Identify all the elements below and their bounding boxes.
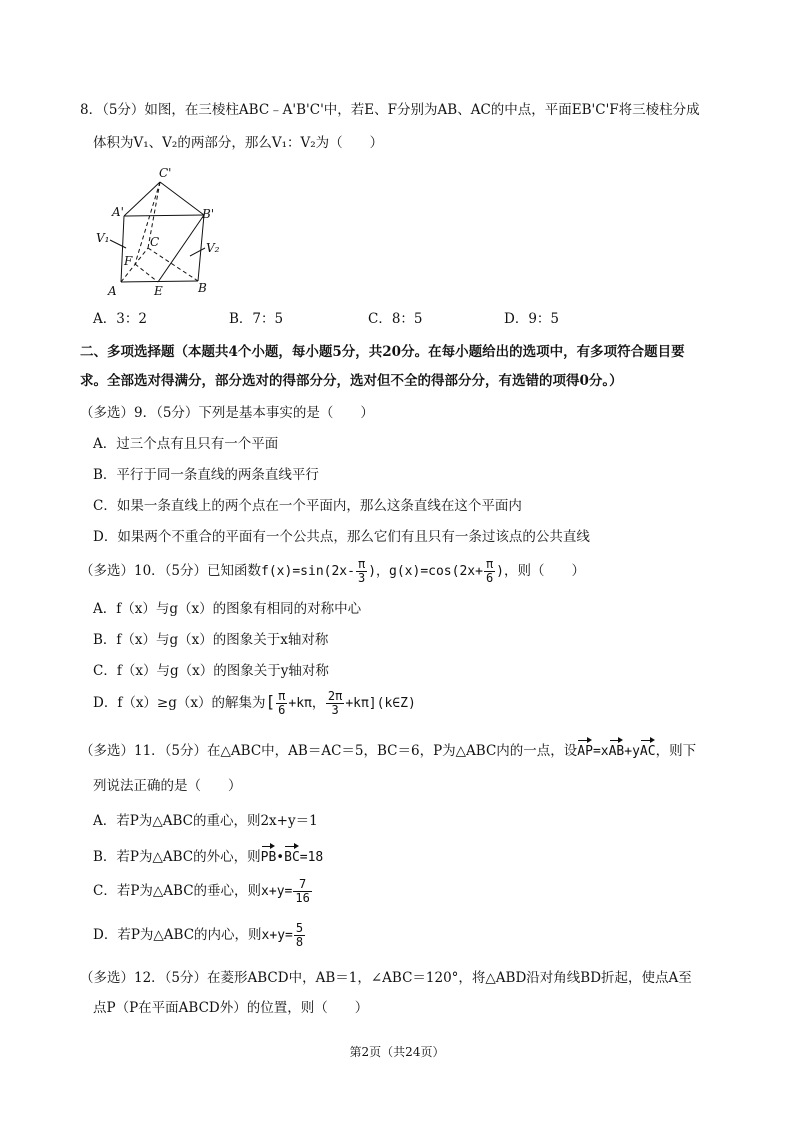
q11-stem: [80, 738, 696, 762]
q10-g-num: π: [485, 557, 494, 571]
q11-dot: •: [276, 850, 285, 865]
q11-plus-y: +y: [624, 744, 640, 759]
q10-optd-mid2: +kπ](k∈Z): [345, 696, 416, 711]
q11-stem-suffix: ，则下: [655, 743, 697, 759]
q9-stem: （多选）9．（5分）下列是基本事实的是（ ）: [80, 405, 374, 421]
label-b-top: B': [202, 207, 215, 221]
q9-option-d: D．如果两个不重合的平面有一个公共点，那么它们有且只有一条过该点的公共直线: [93, 529, 590, 545]
q10-f-def: f(x)=sin(2x-: [261, 564, 355, 579]
q10-optd-prefix: D．f（x）≥g（x）的解集为: [93, 695, 266, 711]
edge-f-e: [135, 264, 158, 282]
prism-figure: [88, 160, 238, 300]
q10-optd-frac1-den: 6: [278, 703, 286, 717]
q10-g-def: g(x)=cos(2x+: [389, 564, 483, 579]
q10-g-frac: [484, 558, 495, 585]
edge-c-b: [148, 248, 198, 281]
q11-optc-den: 16: [295, 891, 310, 905]
q11-optc-expr: x+y=: [261, 884, 293, 899]
q8-option-c: C．8：5: [368, 311, 423, 327]
label-a: A: [108, 284, 117, 298]
q10-optd-frac2: [326, 690, 344, 717]
q11-vector-ac: AC: [640, 738, 656, 762]
q11-vector-ab: AB: [609, 738, 625, 762]
q10-f-close: )，: [368, 564, 390, 579]
q11-optd-num: 5: [295, 921, 304, 935]
q11-optb-prefix: B．若P为△ABC的外心，则: [93, 849, 261, 865]
q11-optd-frac: [294, 922, 305, 949]
q11-vector-ap: AP: [577, 738, 593, 762]
q10-optd-mid1: +kπ，: [288, 696, 325, 711]
q11-option-d: [93, 922, 306, 956]
q8-stem-line1: 8．（5分）如图，在三棱柱ABC﹣A'B'C'中，若E、F分别为AB、AC的中点，平面EB'C'F将三棱柱分成: [80, 102, 700, 118]
page-footer: 第2页（共24页）: [349, 1045, 445, 1059]
q11-option-c: [93, 878, 313, 912]
q10-optd-frac2-den: 3: [331, 703, 339, 717]
label-b: B: [198, 281, 207, 295]
q11-option-a: A．若P为△ABC的重心，则2x+y＝1: [93, 813, 318, 829]
edge-a1-b1: [124, 215, 204, 216]
q12-stem-line2: 点P（P在平面ABCD外）的位置，则（ ）: [93, 1000, 369, 1016]
q9-option-b: B．平行于同一条直线的两条直线平行: [93, 467, 319, 483]
q10-f-frac: [356, 558, 367, 585]
section2-heading-line2: 求。全部选对得满分，部分选对的得部分分，选对但不全的得部分分，有选错的项得0分。）: [80, 373, 623, 389]
q11-optc-frac: [293, 878, 311, 905]
q11-stem-line2: 列说法正确的是（ ）: [93, 778, 242, 794]
q10-optd-open: [: [265, 692, 276, 711]
pointer-v1: [110, 240, 126, 248]
q10-f-den: 3: [357, 571, 366, 585]
label-v1: V₁: [96, 231, 110, 245]
q11-optd-expr: x+y=: [261, 928, 293, 943]
q9-option-c: C．如果一条直线上的两个点在一个平面内，那么这条直线在这个平面内: [93, 498, 522, 514]
q10-f-num: π: [357, 557, 366, 571]
q8-option-a: A．3：2: [93, 311, 147, 327]
q10-optd-frac1-num: π: [278, 689, 286, 703]
q11-optb-suffix: =18: [299, 850, 324, 865]
label-f: F: [124, 254, 133, 268]
q11-vector-bc: BC: [284, 844, 300, 868]
q11-optc-prefix: C．若P为△ABC的垂心，则: [93, 883, 262, 899]
q10-stem: [80, 558, 585, 590]
edge-a-b: [121, 281, 198, 282]
q11-vector-pb: PB: [261, 844, 277, 868]
edge-b1-b: [198, 215, 204, 281]
edge-b1-e: [158, 215, 204, 282]
label-c-top: C': [159, 166, 172, 180]
label-c: C: [150, 235, 160, 249]
q10-option-a: A．f（x）与g（x）的图象有相同的对称中心: [93, 601, 362, 617]
edge-a1-a: [121, 216, 124, 282]
q10-option-c: C．f（x）与g（x）的图象关于y轴对称: [93, 663, 329, 679]
q10-g-den: 6: [485, 571, 494, 585]
q12-stem-line1: （多选）12．（5分）在菱形ABCD中，AB＝1，∠ABC＝120°，将△ABD沿对角线BD折起，使点A至: [80, 970, 692, 986]
q10-stem-prefix: （多选）10．（5分）已知函数: [80, 563, 262, 579]
q10-optd-frac1: [276, 690, 287, 717]
q11-stem-prefix: （多选）11．（5分）在△ABC中，AB＝AC＝5，BC＝6，P为△ABC内的一点，设: [80, 743, 578, 759]
label-v2: V₂: [206, 241, 220, 255]
section2-heading-line1: 二、多项选择题（本题共4个小题，每小题5分，共20分。在每小题给出的选项中，有多项符合题目要: [80, 344, 685, 360]
pointer-v2: [190, 248, 205, 256]
q11-optd-prefix: D．若P为△ABC的内心，则: [93, 927, 262, 943]
label-e: E: [154, 284, 163, 298]
q11-optd-den: 8: [295, 935, 304, 949]
edge-c1-b1: [160, 182, 204, 215]
q8-option-b: B．7：5: [229, 311, 284, 327]
q11-optc-num: 7: [293, 878, 311, 892]
q9-option-a: A．过三个点有且只有一个平面: [93, 436, 279, 452]
q10-optd-frac2-num: 2π: [327, 689, 343, 703]
q11-eq: =x: [592, 744, 609, 759]
q11-option-b: [93, 844, 323, 868]
q8-stem-line2: 体积为V₁、V₂的两部分，那么V₁：V₂为（ ）: [93, 135, 384, 151]
q10-option-d: [93, 690, 416, 724]
q10-stem-suffix: ，则（ ）: [504, 563, 585, 579]
q10-g-close: ): [496, 564, 504, 579]
q10-option-b: B．f（x）与g（x）的图象关于x轴对称: [93, 632, 329, 648]
q8-option-d: D．9：5: [504, 311, 560, 327]
label-a-top: A': [112, 205, 124, 219]
